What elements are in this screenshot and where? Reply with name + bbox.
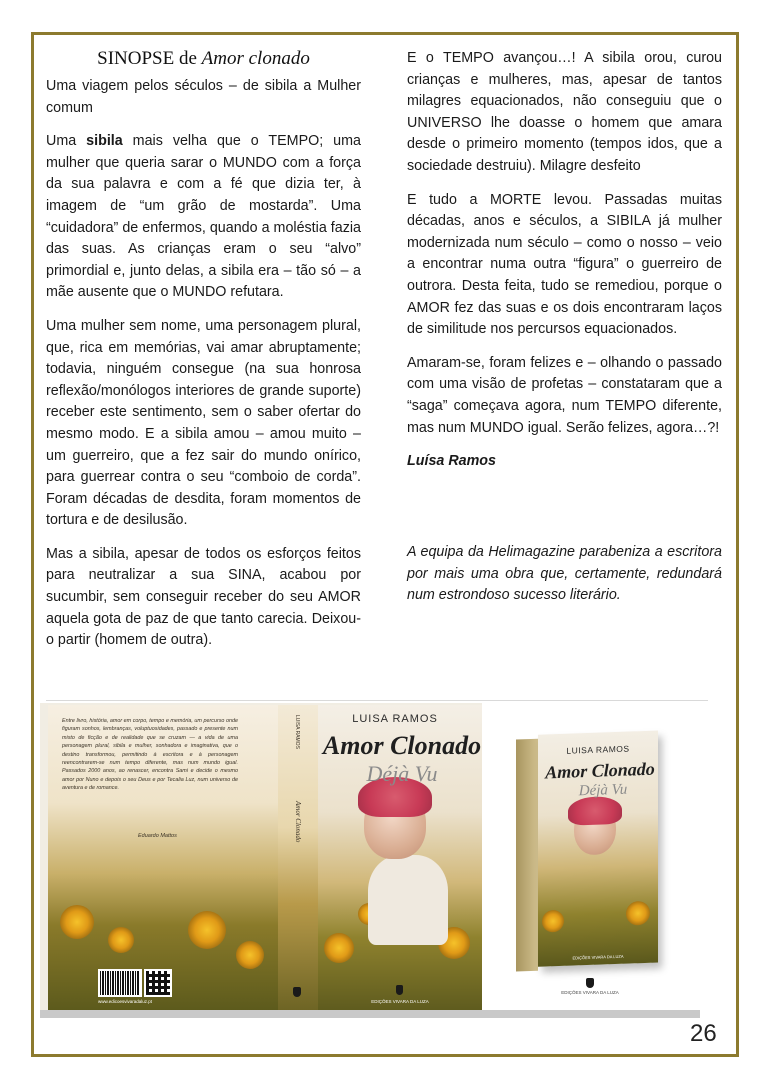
book-3d-subtitle: Déjà Vu: [578, 781, 628, 800]
spread-shadow: [40, 1010, 700, 1018]
cover-figure-body: [368, 855, 448, 945]
title-prefix: SINOPSE de: [97, 48, 197, 69]
book-3d-title: Amor Clonado: [545, 758, 655, 783]
book-3d-spine: [516, 739, 538, 972]
spine-title: Amor Clonado: [294, 801, 302, 843]
right-column: [407, 48, 722, 485]
sunflower-image: [236, 941, 264, 969]
synopsis-paragraph-3: Mas a sibila, apesar de todos os esforços feitos para neutralizar a sua SINA, acabou por sucumbir, sem conseguir receber do seu AMOR aquela gota de paz de que tanto carecia. Deixou-o partir (homem de outra).: [46, 545, 361, 649]
sunflower-image: [108, 927, 134, 953]
sunflower-image: [188, 911, 226, 949]
back-cover-signature: Eduardo Mattos: [138, 833, 177, 839]
sunflower-image: [324, 933, 354, 963]
synopsis-paragraph-1: Uma sibila mais velha que o TEMPO; uma mulher que queria sarar o MUNDO com a força da sua palavra e com a fé que dizia ter, à imagem de “um grão de mostarda”. Uma “cuidadora” de enfermos, quando a moléstia fazia das suas. As crianças eram o seu “alvo” primordial e, junto delas, a sibila era – tão só – a mãe ausente que o MUNDO refutara.: [46, 133, 361, 301]
synopsis-paragraph-4: E o TEMPO avançou…! A sibila orou, curou crianças e mulheres, mas, apesar de tantos milagres equacionados, não conseguiu que o UNIVERSO lhe doasse o homem que amara desde o primeiro momento (tempos idos, que a sociedade destruiu). Milagre desfeito: [407, 50, 722, 174]
sunflower-image: [626, 901, 650, 926]
book-3d-publisher: EDIÇÕES VIVARA DA LUZA: [572, 953, 624, 961]
back-cover-text: Entre livro, história, amor em corpo, tempo e memória, um percurso onde figuram sonhos, lembranças, voluptuosidades, passado e presente num misto de ficção e de realidade que se cruzam — a vida de uma personagem plural, sibila e mulher, sonhadora e imaginativa, que o destino transformou, permitindo à escritora e à personagem reencontrarem-se num tempo diferente, mas num mundo igual. Passados 2000 anos, ao renascer, encontra Sami e decide o mesmo amor por Nuno e depois o seu Deus e por Tecalia Luz, num universo de aventura e de romance.: [62, 718, 238, 792]
synopsis-paragraph-2: Uma mulher sem nome, uma personagem plural, que, rica em memórias, vai amar abruptamente; todavia, ninguém consegue (na sua honrosa reflexão/monólogos interiores de grande suporte) receber este sentimento, sem o saber ofertar do mesmo modo. E a sibila amou – amou muito – um guerreiro, que a fez sair do mundo onírico, para guerrear contra o seu “comboio de corda”. Foram décadas de desdita, foram momentos de tortura e de desilusão.: [46, 317, 361, 529]
title-book: Amor clonado: [201, 48, 310, 69]
cover-author: LUISA RAMOS: [352, 713, 438, 725]
congratulations-note: A equipa da Helimagazine parabeniza a escritora por mais uma obra que, certamente, redundará num estrondoso sucesso literário.: [407, 544, 722, 604]
cover-subtitle: Déjà Vu: [366, 761, 438, 786]
book-3d-author: LUISA RAMOS: [566, 743, 630, 756]
sunflower-image: [60, 905, 94, 939]
author-signature: Luísa Ramos: [407, 453, 496, 470]
qr-code: [144, 969, 172, 997]
front-cover: [318, 705, 482, 1011]
book-spine: [278, 705, 318, 1011]
divider: [46, 700, 708, 701]
left-column: [46, 48, 361, 664]
sunflower-image: [542, 910, 564, 933]
synopsis-title: [46, 48, 361, 70]
synopsis-paragraph-5: E tudo a MORTE levou. Passadas muitas décadas, anos e séculos, a SIBILA já mulher modernizada num século – como o nosso – veio a encontrar numa outra “figura” o guerreiro de outrora. Desta feita, tudo se remediou, porque o AMOR fez das suas e os dois encontraram laços de similitude nos percursos equacionados.: [407, 191, 722, 338]
cover-publisher: EDIÇÕES VIVARA DA LUZA: [371, 999, 429, 1004]
publisher-logo-icon: [396, 985, 403, 995]
spine-author: LUISA RAMOS: [294, 715, 300, 749]
barcode: [98, 969, 142, 997]
book-3d-front: [538, 731, 658, 967]
publisher-logo-icon: [293, 987, 301, 997]
publisher-name: EDIÇÕES VIVARA DA LUZA: [561, 990, 619, 995]
synopsis-paragraph-6: Amaram-se, foram felizes e – olhando o passado com uma visão de profetas – constataram que a “saga” começava agora, num TEMPO diferente, mas num MUNDO igual. Serão felizes, agora…?!: [407, 354, 722, 436]
page-number: 26: [690, 1020, 717, 1047]
cover-title: Amor Clonado: [322, 731, 482, 760]
book-cover-spread: [40, 703, 482, 1017]
publisher-site: www.edicoesvivaradaluz.pt: [98, 999, 153, 1004]
book-3d-mockup: [516, 731, 658, 968]
publisher-logo-icon: [586, 978, 594, 988]
synopsis-subtitle: Uma viagem pelos séculos – de sibila a Mulher comum: [46, 78, 361, 116]
back-cover: [48, 705, 278, 1011]
